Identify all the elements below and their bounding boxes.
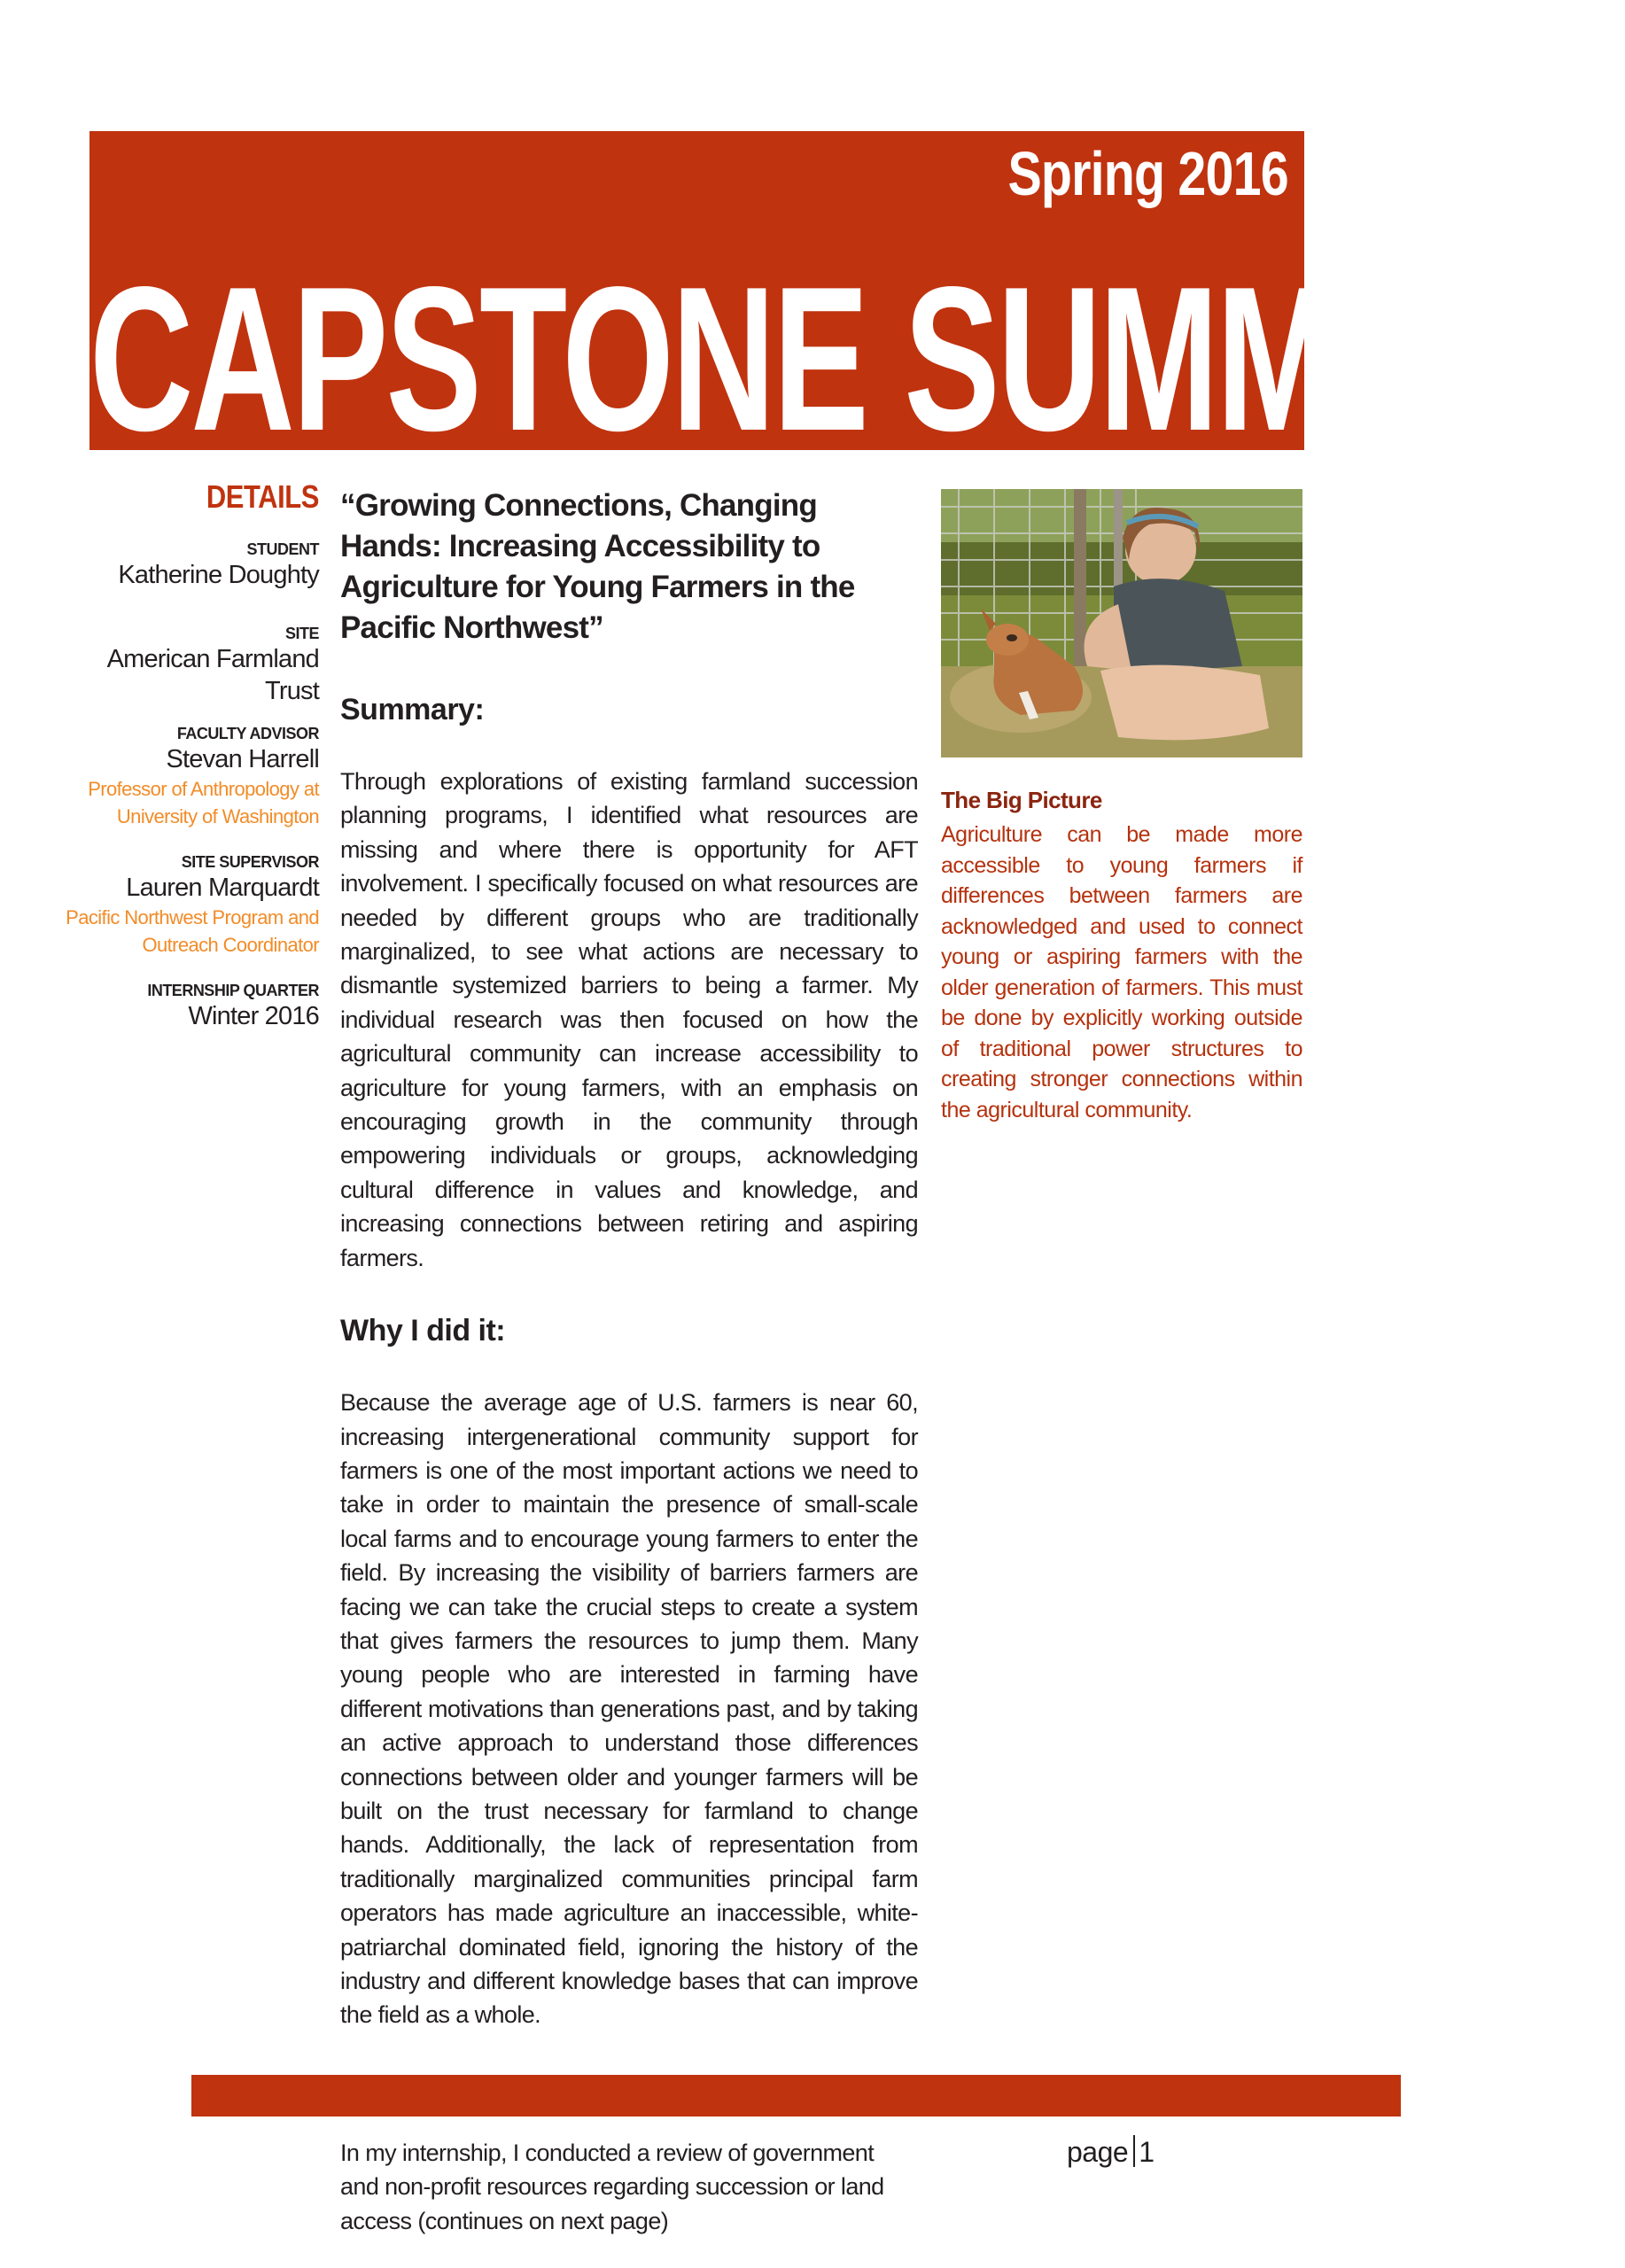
document-title: CAPSTONE SUMMARY bbox=[89, 245, 1625, 474]
student-name: Katherine Doughty bbox=[118, 561, 319, 589]
site-name: American Farmland Trust bbox=[106, 645, 319, 705]
big-picture-caption bbox=[941, 787, 1302, 1125]
faculty-advisor-label: FACULTY ADVISOR bbox=[176, 725, 319, 742]
summary-heading: Summary: bbox=[340, 693, 485, 726]
main-content bbox=[340, 485, 918, 2238]
details-heading: DETAILS bbox=[206, 478, 319, 515]
faculty-advisor-role-line2: University of Washington bbox=[116, 805, 319, 827]
site-supervisor-role-line1: Pacific Northwest Program and bbox=[66, 906, 319, 928]
why-text: Because the average age of U.S. farmers is near 60, increasing intergenerational community support for farmers is one of the most important actions we need to take in order to maintain the presence of small-scale local farms and to encourage young farmers to enter the field. By increasing the visibility of barriers farmers are facing we can take the crucial steps to create a system that gives farmers the resources to jump them. Many young people who are interested in farming have different motivations than generations past, and by taking an active approach to understand those differences connections between older and younger farmers will be built on the trust necessary for farmland to change hands. Additionally, the lack of representation from traditionally marginalized communities principal farm operators has made agriculture an inaccessible, white-patriarchal dominated field, ignoring the history of the industry and different knowledge bases that can improve the field as a whole. bbox=[340, 1389, 918, 2029]
caption-text: Agriculture can be made more accessible to young farmers if differences between farmers are acknowledged and used to connect young or aspiring farmers with the older generation of farmers. This must be done by explicitly working outside of traditional power structures to creating stronger connections within the agricultural community. bbox=[941, 822, 1302, 1122]
faculty-advisor-name: Stevan Harrell bbox=[166, 745, 319, 773]
faculty-advisor-role-line1: Professor of Anthropology at bbox=[88, 778, 319, 800]
caption-heading: The Big Picture bbox=[941, 787, 1102, 813]
internship-quarter-label: INTERNSHIP QUARTER bbox=[147, 982, 319, 999]
summary-text: Through explorations of existing farmland succession planning programs, I identified what resources are missing and where there is opportunity for AFT involvement. I specifically focused on what resources are needed by different groups who are traditionally marginalized, to see what actions are necessary to dismantle systemized barriers to being a farmer. My individual research was then focused on how the agricultural community can increase accessibility to agriculture for young farmers, with an emphasis on encouraging growth in the community through empowering individuals or groups, acknowledging cultural difference in values and knowledge, and increasing connections between retiring and aspiring farmers. bbox=[340, 768, 918, 1271]
details-sidebar bbox=[53, 478, 319, 1032]
how-text: In my internship, I conducted a review of government and non-profit resources regarding succession or land access (continues on next page) bbox=[340, 2139, 884, 2234]
page-separator bbox=[1133, 2135, 1135, 2167]
site-supervisor-name: Lauren Marquardt bbox=[126, 874, 319, 902]
page-word: page bbox=[1067, 2136, 1129, 2168]
site-supervisor-label: SITE SUPERVISOR bbox=[181, 853, 319, 871]
season-label: Spring 2016 bbox=[1007, 139, 1288, 208]
site-supervisor-role-line2: Outreach Coordinator bbox=[142, 934, 319, 956]
why-heading: Why I did it: bbox=[340, 1314, 506, 1348]
page-indicator bbox=[1067, 2135, 1154, 2169]
photo-illustration bbox=[941, 489, 1302, 757]
student-label: STUDENT bbox=[246, 540, 319, 558]
page-number: 1 bbox=[1139, 2136, 1155, 2168]
site-label: SITE bbox=[284, 625, 319, 642]
project-title: “Growing Connections, Changing Hands: Increasing Accessibility to Agriculture for Young Farmers in the Pacific Northwest” bbox=[340, 488, 855, 645]
student-photo bbox=[941, 489, 1302, 757]
header-banner bbox=[89, 131, 1625, 474]
footer-bar bbox=[191, 2075, 1401, 2117]
internship-quarter: Winter 2016 bbox=[188, 1002, 319, 1030]
